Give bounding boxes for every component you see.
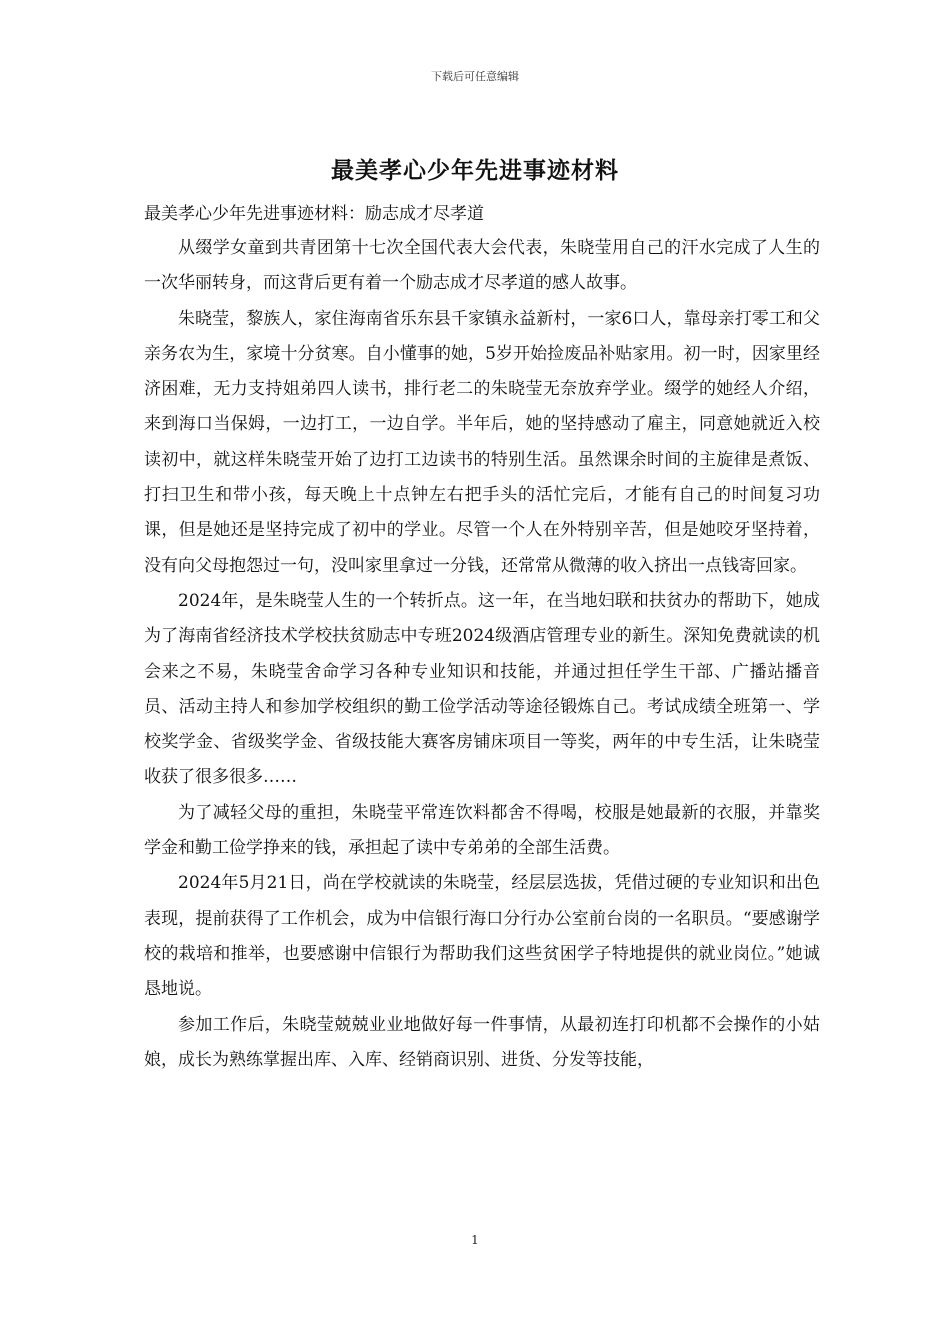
header-note: 下载后可任意编辑	[431, 70, 519, 83]
paragraph-6: 参加工作后，朱晓莹兢兢业业地做好每一件事情，从最初连打印机都不会操作的小姑娘，成长为熟练掌握出库、入库、经销商识别、进货、分发等技能，	[144, 1014, 820, 1070]
paragraph-4: 为了减轻父母的重担，朱晓莹平常连饮料都舍不得喝，校服是她最新的衣服，并靠奖学金和勤工俭学挣来的钱，承担起了读中专弟弟的全部生活费。	[144, 802, 820, 859]
paragraph-3: 2024年，是朱晓莹人生的一个转折点。这一年，在当地妇联和扶贫办的帮助下，她成为了海南省经济技术学校扶贫励志中专班2024级酒店管理专业的新生。深知免费就读的机会来之不易，朱晓莹舍命学习各种专业知识和技能，并通过担任学生干部、广播站播音员、活动主持人和参加学校组织的勤工俭学活动等途径锻炼自己。考试成绩全班第一、学校奖学金、省级奖学金、省级技能大赛客房铺床项目一等奖，两年的中专生活，让朱晓莹收获了很多很多……	[144, 590, 820, 788]
paragraph-1: 从缀学女童到共青团第十七次全国代表大会代表，朱晓莹用自己的汗水完成了人生的一次华丽转身，而这背后更有着一个励志成才尽孝道的感人故事。	[144, 238, 820, 294]
paragraph-2: 朱晓莹，黎族人，家住海南省乐东县千家镇永益新村，一家6口人，靠母亲打零工和父亲务农为生，家境十分贫寒。自小懂事的她，5岁开始捡废品补贴家用。初一时，因家里经济困难，无力支持姐弟四人读书，排行老二的朱晓莹无奈放弃学业。缀学的她经人介绍，来到海口当保姆，一边打工，一边自学。半年后，她的坚持感动了雇主，同意她就近入校读初中，就这样朱晓莹开始了边打工边读书的特别生活。虽然课余时间的主旋律是煮饭、打扫卫生和带小孩，每天晚上十点钟左右把手头的活忙完后，才能有自己的时间复习功课，但是她还是坚持完成了初中的学业。尽管一个人在外特别辛苦，但是她咬牙坚持着，没有向父母抱怨过一句，没叫家里拿过一分钱，还常常从微薄的收入挤出一点钱寄回家。	[144, 308, 820, 576]
paragraph-5: 2024年5月21日，尚在学校就读的朱晓莹，经层层选拔，凭借过硬的专业知识和出色表现，提前获得了工作机会，成为中信银行海口分行办公室前台岗的一名职员。“要感谢学校的栽培和推举，也要感谢中信银行为帮助我们这些贫困学子特地提供的就业岗位。”她诚恳地说。	[144, 873, 820, 1000]
document-subtitle: 最美孝心少年先进事迹材料：励志成才尽孝道	[144, 204, 484, 224]
document-body	[144, 199, 820, 1078]
document-title: 最美孝心少年先进事迹材料	[331, 158, 619, 184]
page-number: 1	[471, 1233, 479, 1247]
